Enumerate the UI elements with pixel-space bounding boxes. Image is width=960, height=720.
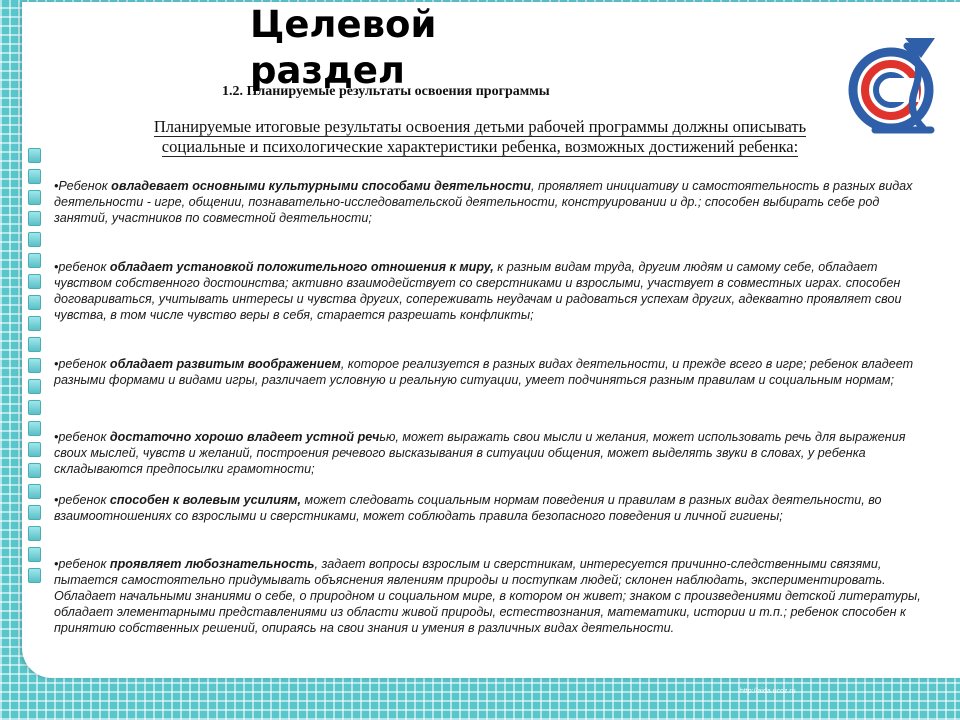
list-item: •ребенок проявляет любознательность, задает вопросы взрослым и сверстникам, интересуется причинно-следственными связями, пытается самостоятельно придумывать объяснения явлениям природы и поступкам людей; склонен наблюдать, экспериментировать. Обладает начальными знаниями о себе, о природном и социальном мире, в котором он живет; знаком с произведениями детской литературы, обладает элементарными представлениями из области живой природы, естествознания, математики, истории и т.п.; ребенок способен к принятию собственных решений, опираясь на свои знания и умения в различных видах деятельности.	[54, 557, 921, 635]
list-item: •ребенок обладает установкой положительного отношения к миру, к разным видам труда, другим людям и самому себе, обладает чувством собственного достоинства; активно взаимодействует со сверстниками и взрослыми, участвует в совместных играх. способен договариваться, учитывать интересы и чувства других, сопереживать неудачам и радоваться успехам других, адекватно проявляет свои чувства, в том числе чувство веры в себя, старается разрешать конфликты;	[54, 260, 902, 322]
list-item: •ребенок достаточно хорошо владеет устной речью, может выражать свои мысли и желания, может использовать речь для выражения своих мыслей, чувств и желаний, построения речевого высказывания в ситуации общения, может выделять звуки в словах, у ребенка складываются предпосылки грамотности;	[54, 430, 906, 476]
intro-line-1: Планируемые итоговые результаты освоения детьми рабочей программы должны описывать	[153, 117, 807, 136]
subsection-title: 1.2. Планируемые результаты освоения программы	[222, 84, 550, 99]
footer-url: http://aida.ucoz.ru	[740, 688, 796, 695]
section-title: Целевой раздел	[250, 3, 437, 92]
intro-text	[95, 117, 865, 157]
list-item: •Ребенок овладевает основными культурными способами деятельности, проявляет инициативу и самостоятельность в разных видах деятельности - игре, общении, познавательно-исследовательской деятельности, конструировании и др.; способен выбирать себе род занятий, участников по совместной деятельности;	[54, 179, 913, 225]
list-item: •ребенок обладает развитым воображением, которое реализуется в разных видах деятельности, и прежде всего в игре; ребенок владеет разными формами и видами игры, различает условную и реальную ситуации, умеет подчиняться разным правилам и социальным нормам;	[54, 357, 914, 387]
intro-line-2: социальные и психологические характеристики ребенка, возможных достижений ребенка:	[161, 137, 799, 156]
side-decoration-strip	[28, 148, 46, 583]
list-item: •ребенок способен к волевым усилиям, может следовать социальным нормам поведения и правилам в разных видах деятельности, во взаимоотношениях со взрослыми и сверстниками, может соблюдать правила безопасного поведения и личной гигиены;	[54, 493, 882, 523]
